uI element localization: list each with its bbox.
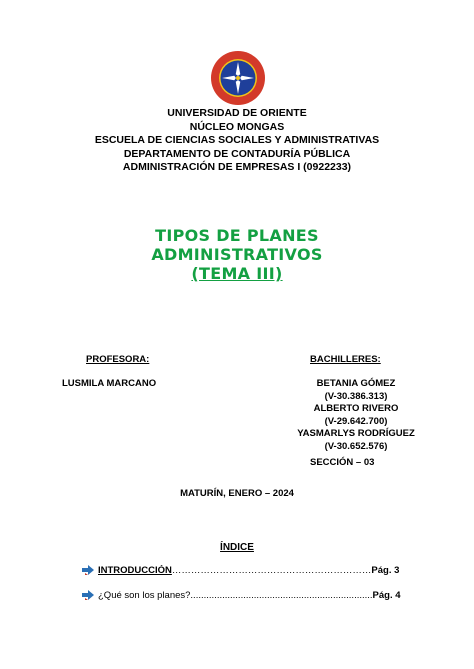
institution-line: ADMINISTRACIÓN DE EMPRESAS I (0922233) [122,161,352,173]
students-list [276,378,436,453]
document-title [0,226,474,283]
toc-entry-label: ¿Qué son los planes? [98,589,191,601]
toc-entry[interactable] [82,588,402,602]
index-title: ÍNDICE [220,542,254,553]
toc-entry-label: INTRODUCCIÓN [98,564,172,576]
student-name: ALBERTO RIVERO [313,403,399,414]
student-name: YASMARLYS RODRÍGUEZ [297,428,415,439]
university-compass-seal-icon [210,50,266,106]
toc-entry[interactable] [82,563,402,577]
arrow-bullet-icon [82,590,94,600]
place-date: MATURÍN, ENERO – 2024 [180,488,294,499]
toc-leader: ..................................................................... [190,589,373,601]
title-line: ADMINISTRATIVOS [151,245,323,264]
section-label: SECCIÓN – 03 [310,457,375,468]
institution-line: NÚCLEO MONGAS [189,120,285,133]
institution-line: UNIVERSIDAD DE ORIENTE [167,107,307,119]
toc-page: Pág. 3 [371,564,400,576]
toc-entry-text [98,590,401,601]
students-label: BACHILLERES: [310,354,381,365]
toc-leader: ……………………………………………………… [171,564,372,576]
student-id: (V-30.386.313) [324,390,388,402]
professor-label: PROFESORA: [86,354,150,365]
title-topic: (TEMA III) [191,264,283,283]
arrow-bullet-icon [82,565,94,575]
institution-line: ESCUELA DE CIENCIAS SOCIALES Y ADMINISTRATIVAS [94,134,380,146]
institution-line: DEPARTAMENTO DE CONTADURÍA PÚBLICA [123,147,351,160]
student-id: (V-30.652.576) [324,440,388,452]
student-id: (V-29.642.700) [324,415,388,427]
professor-name: LUSMILA MARCANO [62,378,157,389]
institution-header [0,107,474,175]
student-name: BETANIA GÓMEZ [316,378,396,389]
toc-page: Pág. 4 [372,589,401,601]
toc-entry-text [98,565,399,576]
title-line: TIPOS DE PLANES [155,226,319,245]
